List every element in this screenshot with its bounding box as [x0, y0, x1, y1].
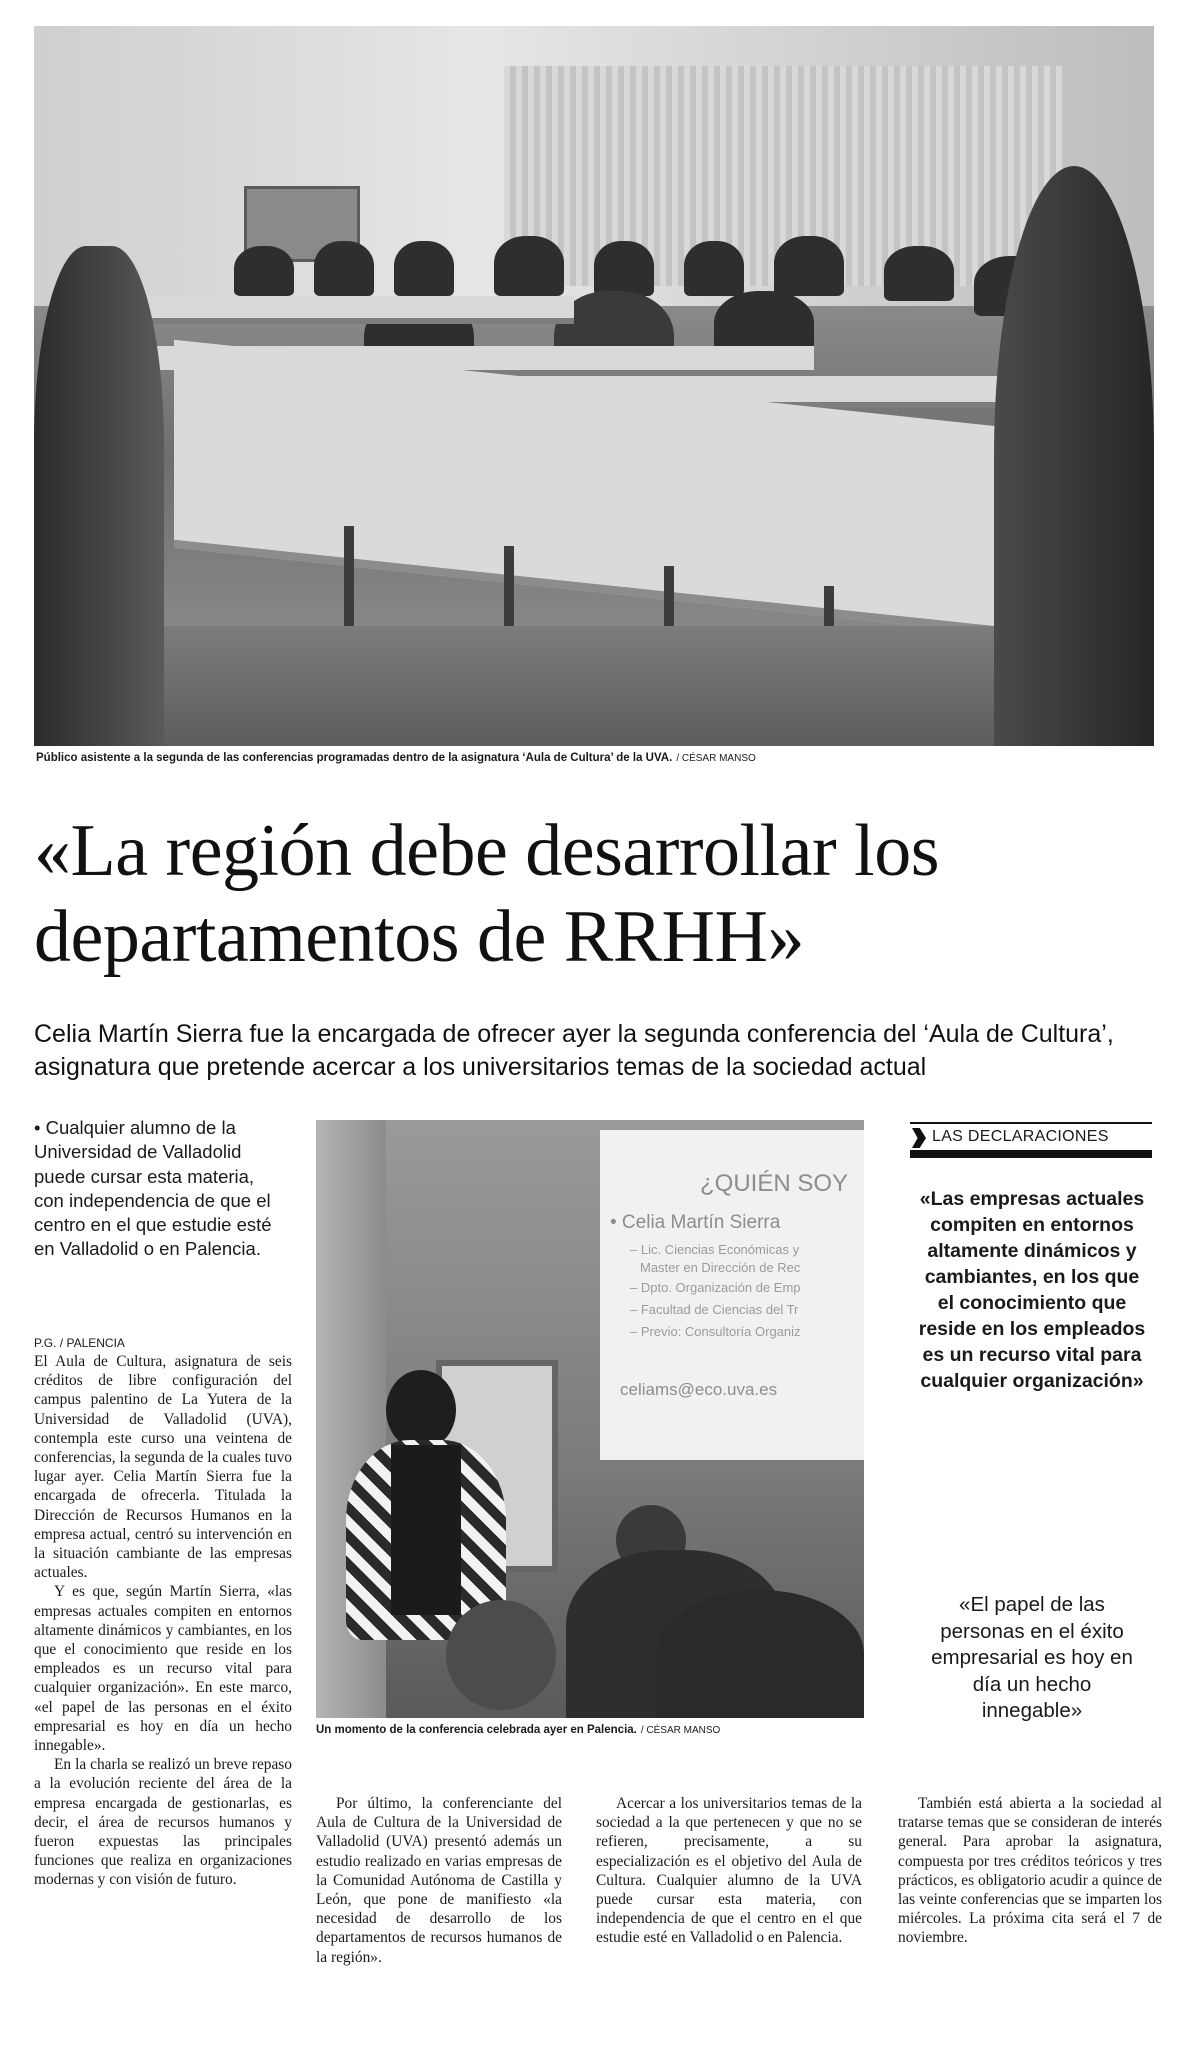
slide-item: – Previo: Consultoría Organiz — [630, 1324, 801, 1339]
paragraph: Acercar a los universitarios temas de la sociedad a la que pertenecen y que no se refieren, precisamente, a su especialización es el objetivo del Aula de Cultura. Cualquier alumno de la UVA puede cursar esta materia, con independencia de que el centro en el que estudie esté en Valladolid o en Palencia. — [596, 1795, 862, 1947]
paragraph: En la charla se realizó un breve repaso a la evolución reciente del área de la empresa encargada de gestionarlas, es decir, el área de recursos humanos y fueron expuestas las principales funciones que realiza en organizaciones modernas y con visión de futuro. — [34, 1756, 292, 1889]
caption-text: Público asistente a la segunda de las conferencias programadas dentro de la asignatura ‘Aula de Cultura’ de la UVA. — [36, 752, 673, 764]
paragraph: También está abierta a la sociedad al tratarse temas que se consideran de interés general. Para aprobar la asignatura, compuesta por tres créditos teóricos y tres prácticos, es obligatorio acudir a quince de las veinte conferencias que se imparten los miércoles. La próxima cita será el 7 de noviembre. — [898, 1795, 1162, 1947]
photo-credit: / CÉSAR MANSO — [676, 753, 756, 764]
chevron-right-icon — [912, 1128, 926, 1148]
photo-credit: / CÉSAR MANSO — [640, 1725, 721, 1736]
photo-caption — [36, 752, 756, 764]
article-column-3 — [596, 1794, 862, 1948]
caption-text: Un momento de la conferencia celebrada ayer en Palencia. — [316, 1724, 637, 1736]
paragraph: El Aula de Cultura, asignatura de seis créditos de libre configuración del campus palentino de La Yutera de la Universidad de Valladolid (UVA), contempla este curso una veintena de conferencias, la segunda de la cuales tuvo lugar ayer. Celia Martín Sierra fue la encargada de ofrecerla. Titulada la Dirección de Recursos Humanos en la empresa actual, centró su intervención en la situación cambiante de las empresas actuales. — [34, 1353, 292, 1582]
slide-item: – Dpto. Organización de Emp — [630, 1280, 801, 1295]
slide-title: ¿QUIÉN SOY — [700, 1170, 849, 1197]
declaration-quote-2: «El papel de las personas en el éxito empresarial es hoy en día un hecho innegable» — [931, 1593, 1133, 1722]
article-column-1 — [34, 1352, 292, 1890]
article-column-4 — [898, 1794, 1162, 1948]
slide-item: – Lic. Ciencias Económicas y — [630, 1242, 800, 1257]
byline: P.G. / PALENCIA — [34, 1336, 125, 1350]
sidebar-rule — [910, 1150, 1152, 1158]
conference-photo — [316, 1120, 864, 1718]
slide-email: celiams@eco.uva.es — [620, 1380, 778, 1399]
declaration-quote-1: «Las empresas actuales compiten en entornos altamente dinámicos y cambiantes, en los que el conocimiento que reside en los empleados es un recurso vital para cualquier organización» — [918, 1188, 1146, 1392]
slide-item: Master en Dirección de Rec — [640, 1260, 801, 1275]
paragraph: Por último, la conferenciante del Aula de Cultura de la Universidad de Valladolid (UVA) presentó además un estudio realizado en varias empresas de la Comunidad Autónoma de Castilla y León, que pone de manifiesto «la necesidad de desarrollo de los departamentos de recursos humanos de la región». — [316, 1795, 562, 1966]
deck-subheadline: Celia Martín Sierra fue la encargada de ofrecer ayer la segunda conferencia del ‘Aula de Cultura’, asignatura que pretende acercar a los universitarios temas de la sociedad actual — [34, 1020, 1114, 1081]
headline: «La región debe desarrollar los departamentos de RRHH» — [34, 810, 940, 978]
conference-photo-caption — [316, 1724, 720, 1736]
sidebar-label: LAS DECLARACIONES — [932, 1128, 1109, 1145]
lead-summary: • Cualquier alumno de la Universidad de Valladolid puede cursar esta materia, con independencia de que el centro en el que estudie esté en Valladolid o en Palencia. — [34, 1117, 272, 1260]
sidebar-header — [910, 1122, 1152, 1150]
paragraph: Y es que, según Martín Sierra, «las empresas actuales compiten en entornos altamente dinámicos y cambiantes, en los que el conocimiento que reside en los empleados es un recurso vital para cualquier organización». En este marco, «el papel de las personas en el éxito empresarial es hoy en día un hecho innegable». — [34, 1583, 292, 1755]
classroom-photo — [34, 26, 1154, 746]
projection-slide — [600, 1130, 864, 1460]
slide-item: – Facultad de Ciencias del Tr — [630, 1302, 799, 1317]
article-column-2 — [316, 1794, 562, 1967]
slide-name: • Celia Martín Sierra — [610, 1212, 781, 1233]
